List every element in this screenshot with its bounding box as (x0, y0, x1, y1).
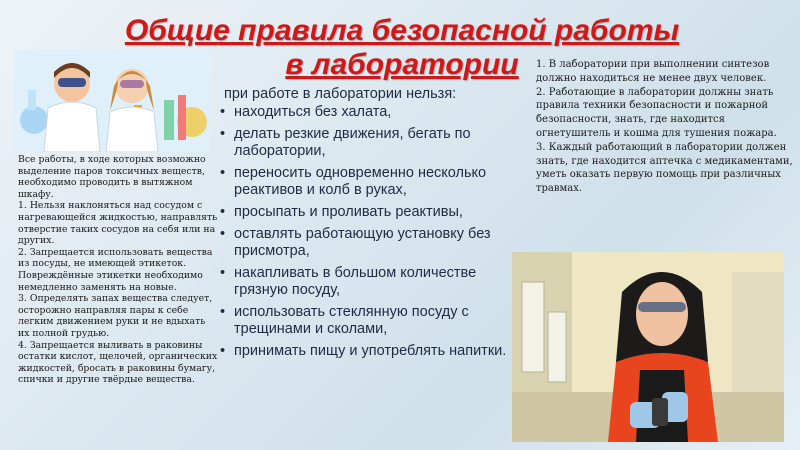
right-paragraph: 1. В лаборатории при выполнении синтезов должно находиться не менее двух человек. (536, 59, 770, 84)
list-item: • оставлять работающую установку без присмотра, (220, 226, 491, 259)
left-paragraph: 1. Нельзя наклоняться над сосудом с нагревающейся жидкостью, направлять отверстие таких сосудов на себя или на других. (18, 200, 218, 247)
bullet-icon: • (220, 165, 226, 181)
list-item: • принимать пищу и употреблять напитки. (220, 343, 507, 359)
right-rules-text (536, 58, 798, 196)
left-paragraph: 2. Запрещается использовать вещества из посуды, не имеющей этикеток. Повреждённые этикетки необходимо немедленно заменять на новые. (18, 246, 213, 293)
bullet-icon: • (220, 226, 226, 242)
right-paragraph: 3. Каждый работающий в лаборатории должен знать, где находится аптечка с медикаментами, уметь оказать первую помощь при различных травмах. (536, 141, 793, 195)
list-item: • накапливать в большом количестве грязную посуду, (220, 265, 477, 298)
bullet-icon: • (220, 304, 226, 320)
left-paragraph: Все работы, в ходе которых возможно выделение паров токсичных веществ, необходимо проводить в вытяжном шкафу. (18, 154, 206, 200)
prohibitions-block (214, 86, 514, 365)
list-item: • использовать стеклянную посуду с трещинами и сколами, (220, 304, 469, 337)
bullet-icon: • (220, 265, 226, 281)
bullet-icon: • (220, 104, 226, 120)
right-paragraph: 2. Работающие в лаборатории должны знать правила техники безопасности и пожарной безопасности, знать, где находится огнетушитель и кошма для тушения пожара. (536, 86, 777, 139)
lab-worker-photo (512, 252, 784, 442)
left-paragraph: 4. Запрещается выливать в раковины остатки кислот, щелочей, органических жидкостей, бросать в раковины бумагу, спички и другие твёрдые вещества. (18, 339, 218, 386)
prohibitions-list (214, 104, 514, 360)
page-title: Общие правила безопасной работы в лаборатории (124, 14, 680, 81)
list-item: • переносить одновременно несколько реактивов и колб в руках, (220, 165, 487, 198)
left-rules-text (18, 154, 218, 386)
children-scientists-photo (14, 50, 210, 152)
bullet-icon: • (220, 204, 226, 220)
prohibitions-intro: при работе в лаборатории нельзя: (224, 86, 457, 102)
list-item: • делать резкие движения, бегать по лаборатории, (220, 126, 471, 159)
bullet-icon: • (220, 343, 226, 359)
left-paragraph: 3. Определять запах вещества следует, осторожно направляя пары к себе легким движением руки и не вдыхать их полной грудью. (18, 293, 213, 339)
list-item: • просыпать и проливать реактивы, (220, 204, 463, 220)
bullet-icon: • (220, 126, 226, 142)
list-item: • находиться без халата, (220, 104, 392, 120)
